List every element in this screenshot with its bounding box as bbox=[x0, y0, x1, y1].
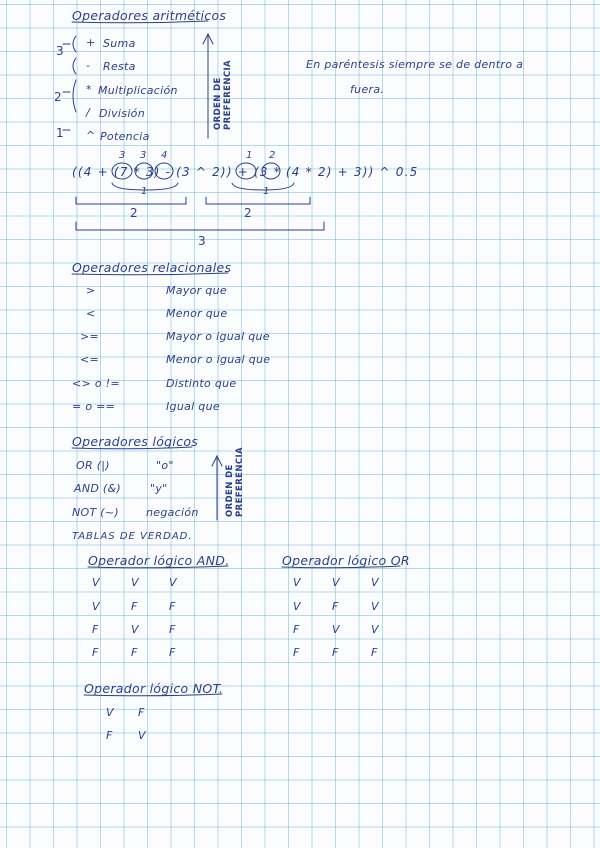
log-name-and: "y" bbox=[150, 482, 168, 495]
rel-symbol-eq: = o == bbox=[72, 400, 116, 413]
expr-mark-3: 4 bbox=[161, 150, 168, 161]
rel-symbol-lte: <= bbox=[80, 353, 100, 366]
or-cell: F bbox=[332, 646, 339, 659]
and-cell: V bbox=[92, 600, 100, 613]
priority-3: 3 bbox=[56, 44, 64, 58]
expr-group-right: 2 bbox=[244, 206, 252, 220]
expr-circle bbox=[236, 163, 256, 179]
expr-circle bbox=[262, 163, 280, 179]
expr-mark-2: 3 bbox=[140, 150, 147, 161]
priority-1: 1 bbox=[56, 126, 64, 140]
log-symbol-not: NOT (~) bbox=[72, 506, 120, 519]
not-cell: F bbox=[138, 706, 145, 719]
expr-total-mark: 3 bbox=[198, 234, 206, 248]
rel-name-gt: Mayor que bbox=[166, 284, 227, 297]
not-cell: V bbox=[106, 706, 114, 719]
rel-name-neq: Distinto que bbox=[166, 377, 237, 390]
rel-name-gte: Mayor o igual que bbox=[166, 330, 270, 343]
op-symbol-sum: + bbox=[86, 36, 96, 49]
rel-symbol-neq: <> o != bbox=[72, 377, 120, 390]
expr-mark-4: 1 bbox=[246, 150, 253, 161]
rel-name-lt: Menor que bbox=[166, 307, 228, 320]
expr-mark-1: 3 bbox=[119, 150, 126, 161]
op-symbol-mul: * bbox=[86, 83, 92, 96]
log-name-not: negación bbox=[146, 506, 199, 519]
brace-priority-2 bbox=[73, 80, 76, 112]
rel-name-eq: Igual que bbox=[166, 400, 220, 413]
arithmetic-title-underline bbox=[72, 21, 208, 23]
and-cell: F bbox=[92, 623, 99, 636]
rel-name-lte: Menor o igual que bbox=[166, 353, 271, 366]
not-cell: V bbox=[138, 729, 146, 742]
or-title-underline bbox=[282, 566, 400, 568]
expression-formula: ((4 + (7 * 3) - (3 ^ 2)) + (3 * (4 * 2) + 3)) ^ 0.5 bbox=[72, 165, 419, 179]
op-name-div: División bbox=[99, 107, 145, 120]
parenthesis-note-line2: fuera. bbox=[350, 83, 385, 96]
expr-group-bracket-right bbox=[206, 197, 310, 204]
and-cell: V bbox=[131, 623, 139, 636]
expr-mark-5: 2 bbox=[269, 150, 276, 161]
truth-tables-title: TABLAS DE VERDAD. bbox=[72, 531, 193, 542]
or-cell: V bbox=[332, 576, 340, 589]
priority-ticks bbox=[63, 44, 70, 130]
and-cell: V bbox=[92, 576, 100, 589]
and-cell: F bbox=[169, 623, 176, 636]
relational-title: Operadores relacionales bbox=[72, 260, 232, 275]
expr-circle bbox=[112, 163, 132, 179]
or-cell: V bbox=[332, 623, 340, 636]
expr-sub-2: 1 bbox=[263, 186, 270, 197]
or-table-title: Operador lógico OR bbox=[282, 553, 410, 568]
op-name-sum: Suma bbox=[103, 37, 136, 50]
and-title-underline bbox=[88, 566, 228, 568]
and-cell: F bbox=[169, 600, 176, 613]
and-table-title: Operador lógico AND. bbox=[88, 553, 230, 568]
or-cell: V bbox=[293, 576, 301, 589]
or-cell: F bbox=[293, 623, 300, 636]
or-cell: F bbox=[371, 646, 378, 659]
expr-group-bracket-left bbox=[76, 197, 186, 204]
not-table-title: Operador lógico NOT. bbox=[84, 681, 224, 696]
expr-underbrace bbox=[232, 183, 294, 190]
op-symbol-sub: - bbox=[86, 59, 91, 72]
rel-symbol-gt: > bbox=[86, 284, 96, 297]
and-cell: V bbox=[131, 576, 139, 589]
and-cell: F bbox=[92, 646, 99, 659]
arithmetic-title: Operadores aritméticos bbox=[72, 8, 227, 23]
expr-circle bbox=[155, 163, 173, 179]
rel-symbol-gte: >= bbox=[80, 330, 100, 343]
or-cell: V bbox=[371, 623, 379, 636]
expr-sub-1: 1 bbox=[141, 186, 148, 197]
logical-title-underline bbox=[72, 447, 192, 449]
and-cell: F bbox=[131, 646, 138, 659]
log-symbol-or: OR (|) bbox=[76, 459, 110, 472]
arithmetic-order-label: ORDEN DE PREFERENCIA bbox=[213, 59, 233, 130]
op-name-mul: Multiplicación bbox=[98, 84, 178, 97]
and-cell: V bbox=[169, 576, 177, 589]
logical-order-label: ORDEN DE PREFERENCIA bbox=[225, 446, 245, 517]
relational-title-underline bbox=[72, 273, 228, 275]
or-cell: V bbox=[371, 600, 379, 613]
op-name-sub: Resta bbox=[103, 60, 136, 73]
op-name-pow: Potencia bbox=[100, 130, 150, 143]
or-cell: V bbox=[371, 576, 379, 589]
brace-priority-3 bbox=[73, 36, 76, 74]
not-title-underline bbox=[84, 694, 222, 696]
logical-title: Operadores lógicos bbox=[72, 434, 199, 449]
or-cell: V bbox=[293, 600, 301, 613]
or-cell: F bbox=[332, 600, 339, 613]
and-cell: F bbox=[169, 646, 176, 659]
expr-total-bracket bbox=[76, 222, 324, 230]
and-cell: F bbox=[131, 600, 138, 613]
expr-underbrace bbox=[112, 183, 178, 190]
op-symbol-pow: ^ bbox=[86, 129, 96, 142]
expr-circle bbox=[135, 163, 153, 179]
expr-group-left: 2 bbox=[130, 206, 138, 220]
or-cell: F bbox=[293, 646, 300, 659]
op-symbol-div: / bbox=[86, 106, 91, 119]
priority-2: 2 bbox=[54, 90, 62, 104]
log-name-or: "o" bbox=[156, 459, 174, 472]
parenthesis-note-line1: En paréntesis siempre se de dentro a bbox=[306, 58, 524, 71]
not-cell: F bbox=[106, 729, 113, 742]
rel-symbol-lt: < bbox=[86, 307, 96, 320]
log-symbol-and: AND (&) bbox=[74, 482, 121, 495]
